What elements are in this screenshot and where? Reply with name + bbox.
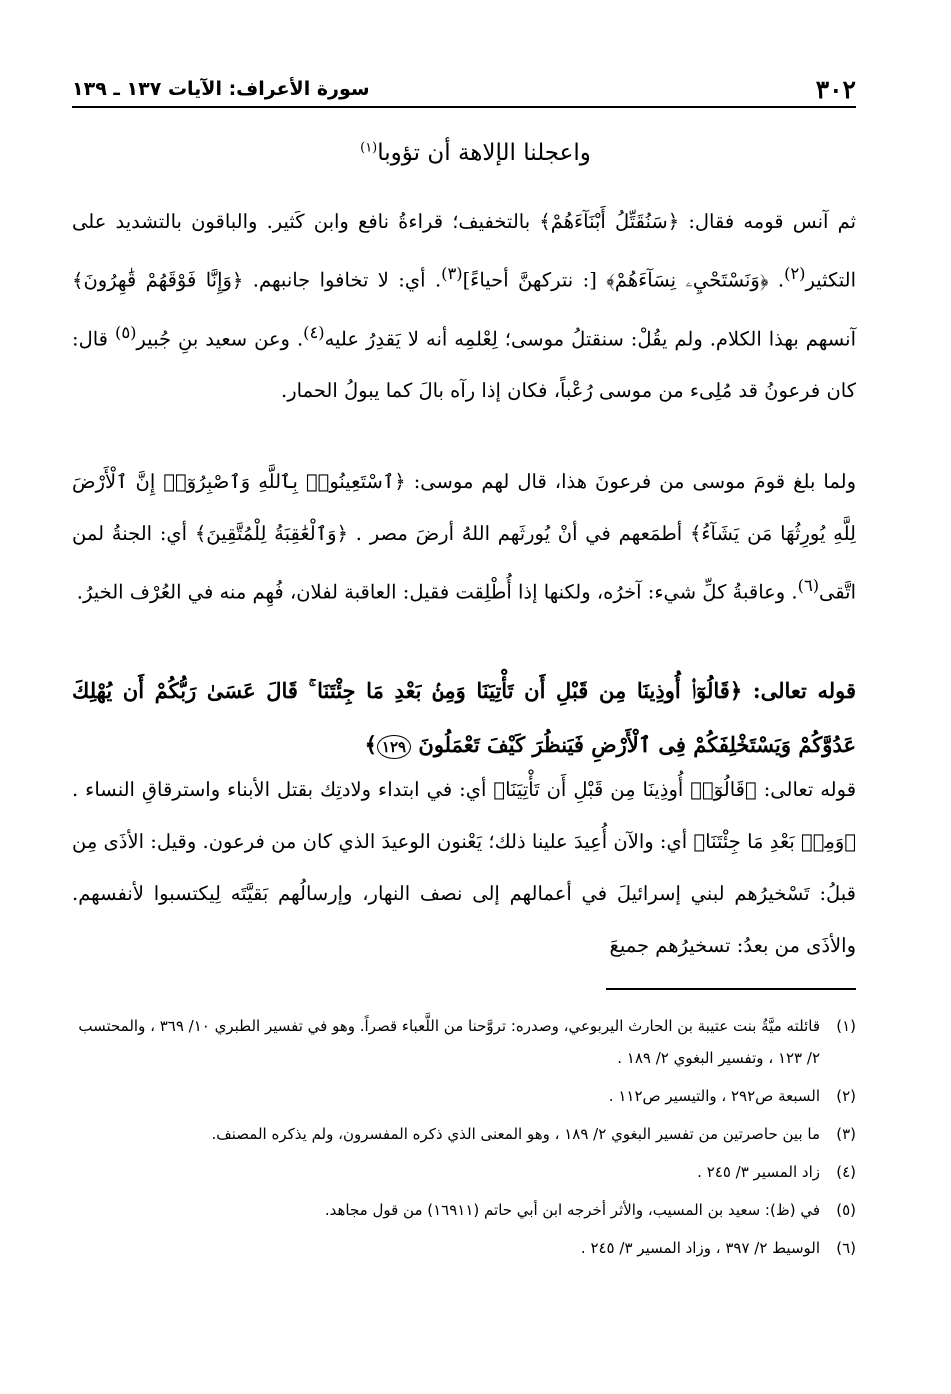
footnote-ref: (١) <box>360 140 378 156</box>
text-span: ثم آنس قومه فقال: <box>688 210 857 233</box>
quran-open-bracket: ﴿ <box>729 678 743 703</box>
footnote <box>72 1118 856 1150</box>
verse-heading-lead: قوله تعالى: <box>752 678 857 703</box>
footnote-text: السبعة ص٢٩٢ ، والتيسير ص١١٢ . <box>608 1087 820 1105</box>
page-number: ٣٠٢ <box>815 74 856 104</box>
verse-heading <box>72 664 856 772</box>
text-span: . <box>777 268 785 292</box>
footnote-text: ما بين حاصرتين من تفسير البغوي ٢/ ١٨٩ ، وهو المعنى الذي ذكره المفسرون، ولم يذكره المصنف. <box>211 1125 820 1143</box>
quran-quote: ﴿ وَإِنَّا فَوْقَهُمْ قَٰهِرُونَ ﴾ <box>72 269 243 292</box>
running-title: سورة الأعراف: الآيات ١٣٧ ـ ١٣٩ <box>72 78 370 100</box>
footnote-number: (٤) <box>836 1163 856 1181</box>
footnote-text: قائلته ميَّةُ بنت عتيبة بن الحارث اليربوعي، وصدره: تروَّحنا من اللَّعباء قصراً. وهو في تفسير الطبري ١٠/ ٣٦٩ ، والمحتسب ٢/ ١٢٣ ، وتفسير البغوي ٢/ ١٨٩ . <box>78 1017 820 1067</box>
paragraph-1 <box>72 196 856 417</box>
quran-quote: ﴿ وَنَسْتَحْيِۦ نِسَآءَهُمْ ﴾ <box>606 269 768 292</box>
footnote-ref: (٦) <box>797 576 820 595</box>
footnote-ref: (٥) <box>115 322 137 342</box>
footnote-text: في (ظ): سعيد بن المسيب، والأثر أخرجه ابن أبي حاتم (١٦٩١١) من قول مجاهد. <box>324 1201 820 1219</box>
footnote-text: الوسيط ٢/ ٣٩٧ ، وزاد المسير ٣/ ٢٤٥ . <box>580 1239 820 1257</box>
quran-quote: ﴿ سَنُقَتِّلُ أَبْنَآءَهُمْ ﴾ <box>539 210 679 233</box>
quran-close-bracket: ﴾ <box>364 732 377 757</box>
poetry-verse-text: واعجلنا الإلاهة أن تؤوبا <box>377 140 591 166</box>
footnote <box>72 1080 856 1112</box>
quran-ayah: قَالُوٓا۟ أُوذِينَا مِن قَبْلِ أَن تَأْتِيَنَا وَمِنۢ بَعْدِ مَا جِئْتَنَا ۚ قَالَ عَسَىٰ رَبُّكُمْ أَن يُهْلِكَ عَدُوَّكُمْ وَيَسْتَخْلِفَكُمْ فِى ٱلْأَرْضِ فَيَنظُرَ كَيْفَ تَعْمَلُونَ <box>72 678 856 757</box>
footnote-ref: (٢) <box>784 264 806 283</box>
text-span: بالتخفيف؛ قراءةُ نافع وابن كَثير. والباقون بالتشديد على التكثير <box>72 210 857 292</box>
quran-quote: ﴿ ٱسْتَعِينُوا۟ بِٱللَّهِ وَٱصْبِرُوٓا۟ إِنَّ ٱلْأَرْضَ لِلَّهِ يُورِثُهَا مَن يَشَآءُ ﴾ <box>72 470 856 545</box>
footnote <box>72 1010 856 1074</box>
text-span: قوله تعالى: <box>763 778 857 801</box>
text-span: أي: في ابتداء ولادتِك بقتل الأبناء واسترقاقِ النساء . <box>72 778 487 801</box>
footnote-number: (٦) <box>836 1239 856 1257</box>
text-span: ولما بلغ قومَ موسى من فرعونَ هذا، قال لهم موسى: <box>413 470 856 493</box>
text-span: أي: والآن أُعِيدَ علينا ذلك؛ يَعْنون الوعيدَ الذي كان من فرعون. وقيل: الأذَى مِن قبلُ: تَسْخيرُهم لبني إسرائيلَ في أعمالهم إلى نصف النهار، وإرسالُهم بَقيَّتَه لِيكتسبوا لأنفسهم. والأذَى من بعدُ: تسخيرُهم جميعَ <box>72 830 856 957</box>
footnote-number: (١) <box>836 1017 856 1035</box>
quran-quote: ﴿ وَمِنۢ بَعْدِ مَا جِئْتَنَا ﴾ <box>693 830 856 853</box>
text-span: قال: كان فرعونُ قد مُلِىء من موسى رُعْباً، فكان إذا رآه بالَ كما يبولُ الحمار. <box>72 327 856 402</box>
paragraph-2 <box>72 456 856 619</box>
footnote-number: (٣) <box>836 1125 856 1143</box>
page-header <box>72 72 856 108</box>
text-span: آنسهم بهذا الكلام. ولم يقُلْ: سنقتلُ موسى؛ لِعْلمِه أنه لا يَقدِرُ عليه <box>324 327 856 350</box>
footnote-number: (٥) <box>836 1201 856 1219</box>
text-span: أطمَعهم في أنْ يُورثَهم اللهُ أرضَ مصر . <box>355 522 683 545</box>
paragraph-3 <box>72 764 856 972</box>
quran-quote: ﴿ وَٱلْعَٰقِبَةُ لِلْمُتَّقِينَ ﴾ <box>195 522 348 545</box>
footnote <box>72 1232 856 1264</box>
text-span: . وعاقبةُ كلِّ شيء: آخرُه، ولكنها إذا أُطْلِقت فقيل: العاقبة لفلان، فُهِم منه في العُرْف الخيرُ. <box>76 580 798 604</box>
poetry-verse <box>0 140 951 166</box>
text-span: [: نتركهنَّ أحياءً] <box>462 268 597 292</box>
footnotes <box>72 1010 856 1270</box>
footnote-ref: (٣) <box>441 264 463 283</box>
text-span: . أي: لا تخافوا جانبهم. <box>252 268 442 292</box>
footnote-ref: (٤) <box>303 322 325 342</box>
footnote <box>72 1156 856 1188</box>
footnote-number: (٢) <box>836 1087 856 1105</box>
footnote <box>72 1194 856 1226</box>
ayah-number-icon: ١٢٩ <box>377 735 411 759</box>
text-span: أي: الجنةُ لمن اتَّقى <box>72 522 856 604</box>
footnote-text: زاد المسير ٣/ ٢٤٥ . <box>697 1163 820 1181</box>
footnote-divider <box>606 988 856 990</box>
text-span: . وعن سعيد بنِ جُبير <box>136 327 304 350</box>
quran-quote: ﴿ قَالُوٓا۟ أُوذِينَا مِن قَبْلِ أَن تَأْتِيَنَا ﴾ <box>493 778 756 801</box>
